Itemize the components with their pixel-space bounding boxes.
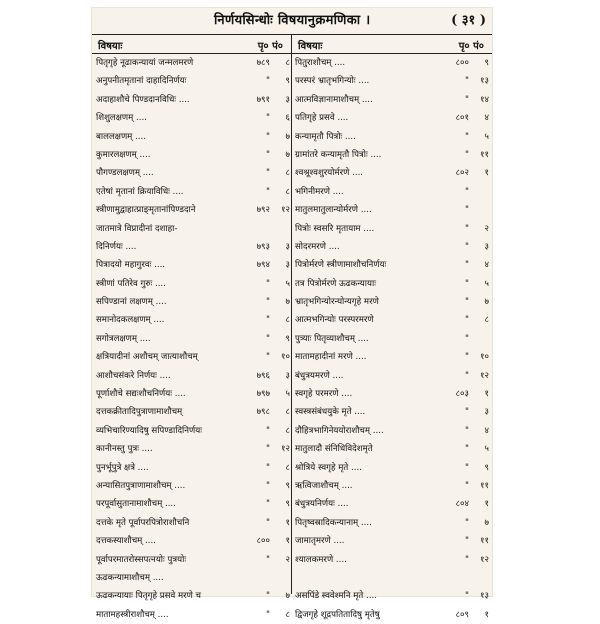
left-index-entry <box>96 164 292 182</box>
entry-page: ७९८ <box>256 407 270 418</box>
left-index-entry <box>96 477 292 495</box>
entry-page: " <box>266 315 270 326</box>
left-index-entry <box>96 569 292 587</box>
entry-page: ७९१ <box>256 94 270 105</box>
right-index-entry <box>295 91 491 109</box>
entry-line: ५ <box>285 389 290 400</box>
entry-line: ३ <box>285 241 290 252</box>
left-index-entry <box>96 367 292 385</box>
entry-subject: द्विजगृहे शूद्रपतितादिषु मृतेषु <box>295 609 380 620</box>
entry-line: ४ <box>484 113 489 124</box>
entry-page: " <box>266 278 270 289</box>
entry-subject: जामातृमरणे .... <box>295 536 345 547</box>
entry-line: १० <box>480 352 489 363</box>
left-index-entry <box>96 532 292 550</box>
right-index-entry <box>295 367 491 385</box>
entry-subject: तत्र पित्रोर्मरणे ऊढकन्यायाः <box>295 278 376 289</box>
left-index-entry <box>96 183 292 201</box>
entry-line: ८ <box>285 462 290 473</box>
entry-subject: श्यालकमरणे .... <box>295 554 347 565</box>
entry-subject: दत्तके मृते पूर्वापरपित्रोराशौचनि <box>96 517 190 528</box>
entry-page: " <box>465 444 469 455</box>
entry-subject: सगोत्रलक्षणम् .... <box>96 333 151 344</box>
entry-line: ९ <box>285 76 290 87</box>
entry-line: १० <box>281 352 290 363</box>
left-index-entry <box>96 606 292 624</box>
right-column-header <box>292 34 492 54</box>
entry-page: " <box>266 76 270 87</box>
entry-line: ४ <box>484 260 489 271</box>
right-index-entry <box>295 532 491 550</box>
entry-subject: भगिनीमरणे .... <box>295 186 344 197</box>
entry-line: ५ <box>285 278 290 289</box>
entry-page: " <box>465 462 469 473</box>
entry-subject: आत्मभगिन्योः परस्परमरणे <box>295 315 374 326</box>
left-index-entry <box>96 146 292 164</box>
document-page <box>92 8 492 620</box>
entry-subject: समानोदकलक्षणम् .... <box>96 315 165 326</box>
entry-line: ८ <box>285 315 290 326</box>
entry-line: १३ <box>480 76 489 87</box>
left-index-entry <box>96 385 292 403</box>
entry-line: १२ <box>480 554 489 565</box>
entry-page: ८०१ <box>455 113 469 124</box>
left-index-entry <box>96 91 292 109</box>
entry-page: " <box>465 149 469 160</box>
left-index-entry <box>96 54 292 72</box>
entry-page: ८०९ <box>455 609 469 620</box>
entry-line: १४ <box>480 94 489 105</box>
entry-page: " <box>266 554 270 565</box>
entry-page: " <box>465 315 469 326</box>
entry-subject: पुत्र्याः पितृव्याशौचम् .... <box>295 333 369 344</box>
entry-subject: परपूर्वासुतानामाशौचम् .... <box>96 499 176 510</box>
entry-page: ८०० <box>455 58 469 68</box>
entry-page: " <box>465 131 469 142</box>
entry-line: ३ <box>285 94 290 105</box>
entry-page: " <box>266 352 270 363</box>
entry-line: ८ <box>285 168 290 179</box>
entry-page: ७८९ <box>256 58 270 68</box>
entry-page: ७९६ <box>256 370 270 381</box>
entry-page: " <box>266 333 270 344</box>
entry-page: " <box>266 186 270 197</box>
entry-page: " <box>266 444 270 455</box>
entry-page: " <box>266 425 270 436</box>
left-index-entry <box>96 459 292 477</box>
page-header <box>92 8 492 34</box>
entry-page: " <box>266 499 270 510</box>
left-index-entry <box>96 440 292 458</box>
entry-subject: ऊढकन्यामाशौचम् .... <box>96 572 164 583</box>
right-index-entry <box>295 109 491 127</box>
entry-subject: अदाहाशौचे पिण्डदानविधिः .... <box>96 94 190 105</box>
entry-subject: कानीनस्तु पुत्रः .... <box>96 444 153 455</box>
right-index-entry <box>295 293 491 311</box>
page-title: निर्णयसिन्धोः विषयानुक्रमणिका । <box>214 13 371 28</box>
entry-page: " <box>266 462 270 473</box>
entry-subject: श्रोत्रिये स्वगृहे मृते .... <box>295 462 362 473</box>
right-index-entry <box>295 72 491 90</box>
entry-subject: स्वस्त्रसंबंधयुके मृते .... <box>295 407 366 418</box>
entry-line: १ <box>484 168 489 179</box>
entry-line: ८ <box>285 425 290 436</box>
entry-subject: बंधुत्रयनिर्णयः .... <box>295 499 349 510</box>
entry-subject: सपिण्डानां लक्षणम् .... <box>96 297 167 308</box>
entry-line: १ <box>285 536 290 547</box>
left-index-entry <box>96 422 292 440</box>
entry-subject: पित्रोः स्वसरि मृतायाम .... <box>295 223 375 234</box>
left-index-entry <box>96 514 292 532</box>
entry-subject: पूर्णाशौचे सद्यःशौचनिर्णयः .... <box>96 389 186 400</box>
entry-line: १ <box>285 517 290 528</box>
entry-subject: कन्यामृतौ पित्रोः .... <box>295 131 356 142</box>
entry-page: " <box>266 609 270 620</box>
entry-subject: एतेषां मृतानां क्रियाविधिः .... <box>96 186 184 197</box>
entry-line: ७ <box>484 297 489 308</box>
entry-line: ११ <box>480 149 489 160</box>
right-index-entry <box>295 587 491 605</box>
entry-subject: व्यभिचारिण्यादिषु सपिण्डादिनिर्णयः <box>96 425 202 436</box>
entry-line: ९ <box>285 333 290 344</box>
entry-subject: दत्तकस्याशौचम् .... <box>96 536 156 547</box>
entry-subject: ऋत्विजाशौचम् .... <box>295 480 353 491</box>
entry-line: ३ <box>285 260 290 271</box>
right-index-entry <box>295 146 491 164</box>
entry-line: ८ <box>285 609 290 620</box>
left-index-entry <box>96 128 292 146</box>
entry-line: ८ <box>285 186 290 197</box>
entry-page: " <box>266 149 270 160</box>
entry-page: " <box>465 205 469 216</box>
entry-subject: श्वश्रूश्वशुरयोर्मरणे .... <box>295 168 364 179</box>
entry-page: ७९४ <box>256 260 270 271</box>
entry-subject: ग्रामांतरे कन्यामृतौ पित्रोः .... <box>295 149 382 160</box>
left-index-column <box>96 54 292 624</box>
entry-line: ८ <box>285 58 290 68</box>
entry-line: ६ <box>285 113 290 124</box>
entry-line: ९ <box>285 499 290 510</box>
entry-line: ९ <box>484 58 489 68</box>
entry-subject: भ्रातृभगिन्योरन्योन्यगृहे मरणे <box>295 297 379 308</box>
right-index-entry <box>295 422 491 440</box>
right-index-entry <box>295 201 491 219</box>
entry-subject: आत्मविज्ञानामाशौचम् .... <box>295 94 373 105</box>
entry-line: ७ <box>285 297 290 308</box>
entry-page: " <box>465 94 469 105</box>
left-index-entry <box>96 587 292 605</box>
entry-page: " <box>465 536 469 547</box>
entry-subject: स्त्रीणामुद्वाहात्प्राङ्मृतानांपिण्डदाने <box>96 205 196 216</box>
left-index-entry <box>96 293 292 311</box>
left-index-entry <box>96 238 292 256</box>
entry-line: ४ <box>484 425 489 436</box>
entry-page: ७९२ <box>256 205 270 216</box>
entry-line: ७ <box>285 591 290 602</box>
entry-line: १ <box>484 609 489 620</box>
entry-subject: पौगण्डलक्षणम् .... <box>96 168 154 179</box>
left-index-entry <box>96 256 292 274</box>
entry-subject: कुमारलक्षणम् .... <box>96 149 151 160</box>
left-index-entry <box>96 201 292 219</box>
left-index-entry <box>96 330 292 348</box>
entry-page: " <box>266 591 270 602</box>
entry-subject: बंधुत्रयमरणे .... <box>295 370 344 381</box>
entry-page: " <box>465 352 469 363</box>
entry-line: ३ <box>484 241 489 252</box>
left-index-entry <box>96 348 292 366</box>
entry-line: १२ <box>480 370 489 381</box>
entry-line: १ <box>484 499 489 510</box>
left-column-header <box>92 34 291 54</box>
entry-line: ७ <box>484 517 489 528</box>
right-subject-label: विषयाः <box>298 41 323 52</box>
left-index-entry <box>96 109 292 127</box>
entry-line: ५ <box>484 278 489 289</box>
entry-page: " <box>465 517 469 528</box>
entry-subject: पूर्वापरमातरोस्सपत्नयोः पुत्रयोः <box>96 554 187 565</box>
entry-page: ७९७ <box>256 389 270 400</box>
entry-subject: पितुराशौचम् .... <box>295 58 346 68</box>
entry-line: ८ <box>285 407 290 418</box>
entry-page: ८०२ <box>455 168 469 179</box>
left-index-entry <box>96 311 292 329</box>
entry-subject: पतिगृहे प्रसवे .... <box>295 113 349 124</box>
right-index-entry <box>295 606 491 624</box>
entry-subject: ऊढकन्यायाः पितृगृहे प्रसवे मरणे च <box>96 591 202 602</box>
entry-page: " <box>465 591 469 602</box>
right-index-entry <box>295 128 491 146</box>
entry-line: ९ <box>484 462 489 473</box>
entry-page: ८०३ <box>455 389 469 400</box>
entry-subject: पितृगृहे नूढाकन्यायां जन्मलमरणे <box>96 58 194 68</box>
entry-subject: पुनर्भूपुत्रे क्षत्रे .... <box>96 462 149 473</box>
entry-line: ११ <box>480 536 489 547</box>
entry-subject: पित्रादयो महागुरवः .... <box>96 260 166 271</box>
entry-subject: जातमात्रे विप्रादीनां दशाहा- <box>96 223 178 234</box>
entry-subject: दत्तकक्रीतादिपुत्राणामाशौचम् <box>96 407 183 418</box>
right-index-entry <box>295 348 491 366</box>
entry-subject: शिशुलक्षणम् .... <box>96 113 147 124</box>
right-index-entry <box>295 238 491 256</box>
left-index-entry <box>96 220 292 238</box>
entry-subject: अन्यासितपुत्राणामाशौचम् .... <box>96 480 186 491</box>
entry-page: " <box>266 480 270 491</box>
entry-subject: आशौचसंकरे निर्णयः .... <box>96 370 171 381</box>
left-index-entry <box>96 72 292 90</box>
entry-page: " <box>465 260 469 271</box>
entry-page: " <box>465 278 469 289</box>
right-index-entry <box>295 551 491 569</box>
right-index-entry <box>295 275 491 293</box>
entry-subject: मातामहस्त्रीराशौचम् .... <box>96 609 169 620</box>
left-page-line-label: पृ० पं० <box>257 41 283 52</box>
entry-page: ८०० <box>256 536 270 547</box>
right-index-entry <box>295 495 491 513</box>
entry-line: १ <box>484 389 489 400</box>
right-index-entry <box>295 220 491 238</box>
entry-line: १२ <box>281 444 290 455</box>
entry-page: " <box>465 554 469 565</box>
right-index-entry <box>295 459 491 477</box>
right-index-entry <box>295 183 491 201</box>
entry-subject: मातुलमातुलान्योर्मरणे .... <box>295 205 372 216</box>
right-index-entry <box>295 385 491 403</box>
entry-line: ५ <box>484 131 489 142</box>
left-index-entry <box>96 275 292 293</box>
entry-subject: मातामहादीनां मरणे .... <box>295 352 367 363</box>
entry-page: " <box>266 131 270 142</box>
entry-subject: परस्परं भ्रातृभगिन्योः .... <box>295 76 370 87</box>
entry-subject: सोदरमरणे .... <box>295 241 340 252</box>
entry-page: " <box>266 297 270 308</box>
entry-line: २ <box>484 223 489 234</box>
entry-page: ७९३ <box>256 241 270 252</box>
entry-line: ३ <box>484 407 489 418</box>
entry-line: ५ <box>484 444 489 455</box>
entry-subject: दिनिर्णयः .... <box>96 241 137 252</box>
entry-page: " <box>465 76 469 87</box>
right-index-column <box>295 54 491 624</box>
entry-line: ११ <box>480 480 489 491</box>
entry-page: " <box>266 113 270 124</box>
entry-line: ९ <box>285 480 290 491</box>
entry-line: १३ <box>480 591 489 602</box>
right-index-entry <box>295 330 491 348</box>
entry-line: ७ <box>285 149 290 160</box>
entry-page: " <box>465 241 469 252</box>
entry-subject: मातुलादौ संनिधिविदेशमृते <box>295 444 373 455</box>
page-number: ( ३१ ) <box>451 13 486 28</box>
entry-line: ८ <box>484 315 489 326</box>
right-index-entry <box>295 164 491 182</box>
entry-subject: स्वगृहे परमरणे .... <box>295 389 353 400</box>
entry-page: " <box>465 407 469 418</box>
entry-page: " <box>465 186 469 197</box>
right-page-line-label: पृ० पं० <box>458 41 484 52</box>
left-index-entry <box>96 495 292 513</box>
entry-page: " <box>465 425 469 436</box>
entry-line: १२ <box>281 205 290 216</box>
right-index-entry <box>295 256 491 274</box>
entry-subject: स्त्रीणां पतिरेव गुरुः .... <box>96 278 166 289</box>
entry-page: ८०४ <box>455 499 469 510</box>
right-index-entry <box>295 54 491 72</box>
right-index-entry <box>295 569 491 587</box>
entry-subject: असपिंडे स्ववेश्मनि मृते .... <box>295 591 377 602</box>
right-index-entry <box>295 477 491 495</box>
entry-line: ७ <box>285 131 290 142</box>
left-index-entry <box>96 403 292 421</box>
entry-subject: पितृष्वस्रादिकन्यानाम् .... <box>295 517 372 528</box>
entry-subject: बाललक्षणम् .... <box>96 131 146 142</box>
entry-subject: दौहित्रभागिनेययोराशौचम् .... <box>295 425 384 436</box>
left-subject-label: विषयाः <box>98 41 123 52</box>
right-index-entry <box>295 311 491 329</box>
entry-page: " <box>465 297 469 308</box>
right-index-entry <box>295 440 491 458</box>
entry-page: " <box>465 223 469 234</box>
entry-page: " <box>465 480 469 491</box>
left-index-entry <box>96 551 292 569</box>
entry-page: " <box>266 168 270 179</box>
entry-page: " <box>465 333 469 344</box>
entry-page: " <box>465 370 469 381</box>
entry-subject: अनुपनीतमृतानां दाहादिनिर्णयः <box>96 76 187 87</box>
entry-line: ३ <box>285 370 290 381</box>
entry-subject: पित्रोर्मरणे स्त्रीणामाशौचनिर्णयः <box>295 260 387 271</box>
right-index-entry <box>295 403 491 421</box>
right-index-entry <box>295 514 491 532</box>
entry-line: २ <box>285 554 290 565</box>
entry-subject: क्षत्रियादीनां अशौचम् जात्याशौचम् <box>96 352 198 363</box>
entry-page: " <box>266 517 270 528</box>
